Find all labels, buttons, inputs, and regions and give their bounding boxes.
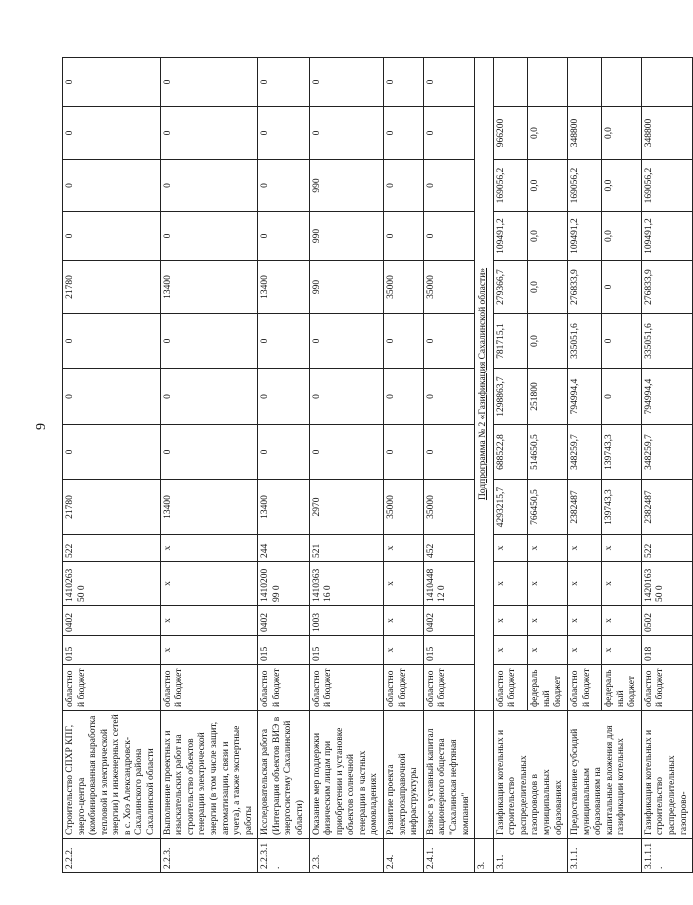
row-value: 169056,2 — [568, 160, 602, 212]
row-csr: 141026350 0 — [63, 562, 161, 606]
row-rzpr: x — [384, 606, 424, 636]
row-value: 0 — [160, 425, 258, 480]
table-row — [568, 58, 602, 873]
row-rzpr: 0502 — [641, 606, 692, 636]
row-value: 276833,9 — [568, 261, 602, 314]
row-value: 794994,4 — [641, 369, 692, 425]
row-value: 0 — [423, 369, 474, 425]
row-name: Предоставление субсидий муниципальным образованиям на капитальные вложения для газификации котельных — [568, 711, 642, 839]
row-value: 35000 — [384, 480, 424, 535]
row-number: 3.1.1.1. — [641, 839, 692, 873]
row-rzpr: x — [602, 606, 642, 636]
row-rzpr: x — [568, 606, 602, 636]
row-value: 169056,2 — [493, 160, 527, 212]
row-name: Газификация котельных и строительство распределительных газопроводов в муниципальных образованиях — [493, 711, 567, 839]
row-csr: x — [527, 562, 567, 606]
row-value: 0 — [63, 425, 161, 480]
row-value: 35000 — [423, 480, 474, 535]
empty-cell — [527, 58, 567, 107]
row-value: 279366,7 — [493, 261, 527, 314]
row-value: 0 — [602, 369, 642, 425]
row-grbs: 015 — [423, 636, 474, 665]
row-value: 0 — [309, 107, 383, 160]
row-value: 348800 — [568, 107, 602, 160]
row-value: 0 — [384, 425, 424, 480]
row-rzpr: 0402 — [423, 606, 474, 636]
row-value: 0,0 — [602, 160, 642, 212]
row-rzpr: 1003 — [309, 606, 383, 636]
row-source: федеральный бюджет — [527, 665, 567, 711]
row-value: 0 — [63, 107, 161, 160]
table-row — [493, 58, 527, 873]
row-vr: x — [160, 535, 258, 562]
row-value: 335051,6 — [568, 314, 602, 369]
row-source: областной бюджет — [423, 665, 474, 711]
row-value: 0 — [258, 425, 309, 480]
row-value: 0 — [423, 212, 474, 261]
row-value: 0,0 — [602, 107, 642, 160]
row-csr: x — [493, 562, 527, 606]
row-value: 781715,1 — [493, 314, 527, 369]
row-value: 0,0 — [602, 212, 642, 261]
row-value: 1298863,7 — [493, 369, 527, 425]
row-value: 0 — [602, 261, 642, 314]
row-csr: 141044812 0 — [423, 562, 474, 606]
row-value: 348259,7 — [568, 425, 602, 480]
subprogram-row — [475, 58, 494, 873]
empty-cell — [568, 58, 602, 107]
row-value: 990 — [309, 212, 383, 261]
table-row — [63, 58, 161, 873]
row-value: 0 — [309, 58, 383, 107]
row-value: 0,0 — [527, 160, 567, 212]
row-source: областной бюджет — [568, 665, 602, 711]
row-value: 21780 — [63, 261, 161, 314]
row-value: 169056,2 — [641, 160, 692, 212]
row-grbs: x — [493, 636, 527, 665]
row-name: Оказание мер поддержки физическим лицам при приобретении и установке объектов солнечной генерации в частных домовладениях — [309, 711, 383, 839]
row-value: 0 — [63, 160, 161, 212]
row-csr: x — [384, 562, 424, 606]
row-name: Газификация котельных и строительство распределительных газопрово- — [641, 711, 692, 839]
row-source: областной бюджет — [493, 665, 527, 711]
row-number: 2.2.2. — [63, 839, 161, 873]
row-source: областной бюджет — [160, 665, 258, 711]
row-value: 0 — [423, 314, 474, 369]
row-grbs: x — [602, 636, 642, 665]
row-rzpr: x — [493, 606, 527, 636]
row-value: 766450,5 — [527, 480, 567, 535]
row-csr: 142016350 0 — [641, 562, 692, 606]
row-value: 0 — [160, 212, 258, 261]
row-value: 0 — [258, 314, 309, 369]
row-vr: x — [527, 535, 567, 562]
row-csr: 141036316 0 — [309, 562, 383, 606]
row-value: 0 — [258, 212, 309, 261]
row-csr: x — [568, 562, 602, 606]
row-value: 13400 — [258, 261, 309, 314]
table-row — [641, 58, 692, 873]
empty-cell — [641, 58, 692, 107]
row-value: 0 — [160, 314, 258, 369]
budget-table-rotated — [62, 58, 689, 873]
row-grbs: 015 — [309, 636, 383, 665]
row-value: 21780 — [63, 480, 161, 535]
row-source: областной бюджет — [384, 665, 424, 711]
row-value: 0 — [160, 58, 258, 107]
row-source: областной бюджет — [641, 665, 692, 711]
table-row — [423, 58, 474, 873]
row-value: 348800 — [641, 107, 692, 160]
row-vr: 244 — [258, 535, 309, 562]
row-number: 2.4. — [384, 839, 424, 873]
row-value: 0 — [160, 107, 258, 160]
row-value: 0 — [602, 314, 642, 369]
row-value: 0 — [423, 107, 474, 160]
row-value: 35000 — [384, 261, 424, 314]
row-value: 0 — [309, 314, 383, 369]
row-vr: x — [493, 535, 527, 562]
row-value: 0 — [384, 58, 424, 107]
row-value: 0,0 — [527, 261, 567, 314]
row-name: Исследовательская работа (Интеграция объектов ВИЭ в энергосистему Сахалинской области) — [258, 711, 309, 839]
row-value: 0 — [384, 212, 424, 261]
row-source: федеральный бюджет — [602, 665, 642, 711]
table-row — [160, 58, 258, 873]
row-value: 0 — [258, 107, 309, 160]
row-value: 139743,3 — [602, 425, 642, 480]
row-vr: x — [384, 535, 424, 562]
row-grbs: x — [568, 636, 602, 665]
row-name: Строительство СПХР КПГ, энерго-центра (комбинированная выработка тепловой и электрической энергии) и инженерных сетей в с. Хоэ Александровск-Сахалинского района Сахалинской области — [63, 711, 161, 839]
row-value: 0 — [63, 369, 161, 425]
row-grbs: x — [527, 636, 567, 665]
row-value: 0 — [160, 160, 258, 212]
row-value: 0 — [63, 314, 161, 369]
row-value: 966200 — [493, 107, 527, 160]
row-value: 0 — [258, 369, 309, 425]
row-value: 0,0 — [527, 314, 567, 369]
row-value: 0,0 — [527, 212, 567, 261]
row-vr: x — [602, 535, 642, 562]
row-grbs: 018 — [641, 636, 692, 665]
subprogram-title: Подпрограмма № 2 «Газификация Сахалинской области» — [475, 58, 494, 711]
row-value: 990 — [309, 261, 383, 314]
row-number: 3.1.1. — [568, 839, 642, 873]
row-value: 35000 — [423, 261, 474, 314]
row-name: Выполнение проектных и изыскательских работ на строительство объектов генерации электрической энергии (в том числе защит, автоматизации, связи и учета), а также экспертные работы — [160, 711, 258, 839]
empty-cell — [475, 711, 494, 839]
row-value: 794994,4 — [568, 369, 602, 425]
row-value: 0 — [258, 160, 309, 212]
row-value: 4293215,7 — [493, 480, 527, 535]
row-value: 2382487 — [641, 480, 692, 535]
row-value: 109491,2 — [568, 212, 602, 261]
table-row — [384, 58, 424, 873]
row-value: 0 — [384, 107, 424, 160]
row-rzpr: x — [160, 606, 258, 636]
row-number: 2.2.3.1. — [258, 839, 309, 873]
row-grbs: 015 — [258, 636, 309, 665]
row-value: 0 — [63, 212, 161, 261]
row-value: 0 — [63, 58, 161, 107]
row-value: 348259,7 — [641, 425, 692, 480]
row-grbs: x — [384, 636, 424, 665]
row-source: областной бюджет — [258, 665, 309, 711]
row-name: Развитие проекта электрозаправочной инфраструктуры — [384, 711, 424, 839]
row-rzpr: 0402 — [63, 606, 161, 636]
row-grbs: 015 — [63, 636, 161, 665]
row-value: 0,0 — [527, 107, 567, 160]
row-name: Взнос в уставный капитал акционерного общества "Сахалинская нефтяная компания" — [423, 711, 474, 839]
empty-cell — [602, 58, 642, 107]
row-value: 13400 — [160, 480, 258, 535]
row-rzpr: x — [527, 606, 567, 636]
row-value: 0 — [309, 425, 383, 480]
row-source: областной бюджет — [309, 665, 383, 711]
row-value: 0 — [160, 369, 258, 425]
table-row — [258, 58, 309, 873]
row-value: 109491,2 — [493, 212, 527, 261]
row-value: 0 — [423, 425, 474, 480]
row-vr: x — [568, 535, 602, 562]
row-value: 0 — [384, 369, 424, 425]
row-grbs: x — [160, 636, 258, 665]
table-row — [309, 58, 383, 873]
row-value: 109491,2 — [641, 212, 692, 261]
row-value: 990 — [309, 160, 383, 212]
row-vr: 522 — [641, 535, 692, 562]
row-value: 0 — [384, 160, 424, 212]
row-number: 2.4.1. — [423, 839, 474, 873]
row-vr: 522 — [63, 535, 161, 562]
row-vr: 452 — [423, 535, 474, 562]
row-value: 688522,8 — [493, 425, 527, 480]
budget-table — [62, 57, 693, 873]
row-number: 2.2.3. — [160, 839, 258, 873]
row-value: 0 — [309, 369, 383, 425]
row-source: областной бюджет — [63, 665, 161, 711]
row-value: 13400 — [258, 480, 309, 535]
row-value: 13400 — [160, 261, 258, 314]
row-value: 0 — [384, 314, 424, 369]
row-csr: x — [602, 562, 642, 606]
row-value: 2970 — [309, 480, 383, 535]
row-value: 251800 — [527, 369, 567, 425]
row-number: 3.1. — [493, 839, 567, 873]
row-value: 335051,6 — [641, 314, 692, 369]
empty-cell — [493, 58, 527, 107]
row-value: 0 — [258, 58, 309, 107]
row-value: 0 — [423, 58, 474, 107]
row-number: 3. — [475, 839, 494, 873]
row-vr: 521 — [309, 535, 383, 562]
row-value: 2382487 — [568, 480, 602, 535]
row-value: 276833,9 — [641, 261, 692, 314]
page-number: 9 — [34, 423, 49, 430]
row-rzpr: 0402 — [258, 606, 309, 636]
row-number: 2.3. — [309, 839, 383, 873]
row-value: 139743,3 — [602, 480, 642, 535]
row-value: 514650,5 — [527, 425, 567, 480]
row-value: 0 — [423, 160, 474, 212]
row-csr: x — [160, 562, 258, 606]
row-csr: 141020099 0 — [258, 562, 309, 606]
